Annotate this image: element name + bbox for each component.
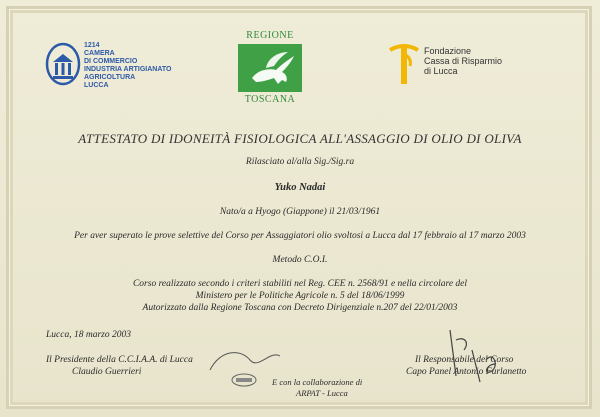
birth-line: Nato/a a Hyogo (Giappone) il 21/03/1961 <box>219 207 381 217</box>
pegasus-icon <box>238 44 302 92</box>
certificate-title: ATTESTATO DI IDONEITÀ FISIOLOGICA ALL'ASSAGGIO DI OLIO DI OLIVA <box>78 131 522 146</box>
collaboration-org: ARPAT - Lucca <box>296 388 348 398</box>
responsible-role: Il Responsabile del Corso <box>415 355 514 365</box>
responsible-signature-icon <box>420 320 540 390</box>
place-date: Lucca, 18 marzo 2003 <box>46 330 131 340</box>
regione-toscana-logo <box>232 30 308 106</box>
course-line: Autorizzato dalla Regione Toscana con Decreto Dirigenziale n.207 del 22/01/2003 <box>142 303 458 313</box>
method-line: Metodo C.O.I. <box>272 255 328 265</box>
course-line: Corso realizzato secondo i criteri stabiliti nel Reg. CEE n. 2568/91 e nella circolare del <box>132 279 468 289</box>
toscana-label: TOSCANA <box>244 94 296 105</box>
recipient-name: Yuko Nadai <box>274 182 326 193</box>
fondazione-emblem-icon <box>386 40 422 88</box>
passed-line: Per aver superato le prove selettive del Corso per Assaggiatori olio svoltosi a Lucca dal 17 febbraio al 17 marzo 2003 <box>74 231 526 241</box>
pegasus-emblem <box>238 44 302 92</box>
course-line: Ministero per le Politiche Agricole n. 5 del 18/06/1999 <box>195 291 405 301</box>
president-name: Claudio Guerrieri <box>72 367 142 377</box>
fondazione-logo <box>386 40 526 90</box>
camera-commercio-text: 1214 CAMERA DI COMMERCIO INDUSTRIA ARTIGIANATO AGRICOLTURA LUCCA <box>84 42 172 89</box>
chamber-emblem-icon <box>44 42 82 88</box>
fondazione-text: Fondazione Cassa di Risparmio di Lucca <box>424 46 503 76</box>
responsible-name: Capo Panel Antonio Furlanetto <box>406 367 527 377</box>
issued-to-label: Rilasciato al/alla Sig./Sig.ra <box>245 157 355 167</box>
collaboration-label: E con la collaborazione di <box>272 377 363 387</box>
camera-commercio-logo <box>44 42 184 90</box>
arpat-logo-icon <box>230 372 258 388</box>
regione-label: REGIONE <box>246 30 294 41</box>
president-role: Il Presidente della C.C.I.A.A. di Lucca <box>46 355 193 365</box>
